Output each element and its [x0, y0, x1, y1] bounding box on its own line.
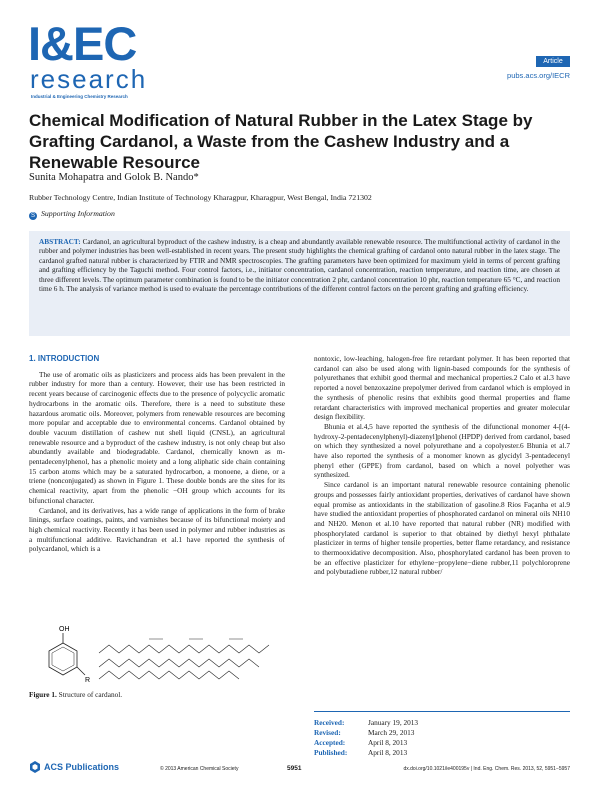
body-paragraph: nontoxic, low-leaching, halogen-free fire retardant polymer. It has been reported that cardanol can also be used along with lignin-based compounds for the synthesis of polyurethanes that exhibit good thermal and mechanical properties.2 Calo et al.3 have reported a novel benzoxazine prepolymer derived from cardanol which is employed in the synthesis of phenolic resins that exhibits good thermal properties and flame retardant characteristics with improved mechanical properties and greater molecular design flexibility.: [314, 354, 570, 422]
body-paragraph: Bhunia et al.4,5 have reported the synthesis of the difunctional monomer 4-[(4-hydroxy-2-pentadecenylphenyl)-diazenyl]phenol (HPDP) derived from cardanol, based on which they synthesized a novel polyurethane and a copolyester.6 Bhunia et al.7 have also reported the synthesis of a monomer known as glycidyl 3-pentadecenyl phenyl ether (GPPE) from cardanol, based on which a novel polyether was synthesized.: [314, 421, 570, 480]
abstract-text: Cardanol, an agricultural byproduct of the cashew industry, is a cheap and abundantly available renewable resource. The multifunctional activity of cardanol in the rubber and polymer industries has been well-established in recent years. The present study highlights the chemical grafting of cardanol onto natural rubber in the latex stage. The cardanol grafted natural rubber is characterized by FTIR and NMR spectroscopies. The grafting parameters have been optimized for maximum yield in terms of percent grafting and grafting efficiency by the Taguchi method. Four control factors, i.e., initiator concentration, cardanol concentration, reaction temperature, and reaction time, are chosen at three different levels. The optimum parameter combination is found to be the initiator concentration 2 phr, cardanol concentration 10 phr, reaction temperature 65 °C, and reaction time 6 h. The analysis of variance method is used to evaluate the percentage contributions of the different control factors on the percent grafting and grafting efficiency.: [39, 237, 560, 294]
oh-label: OH: [59, 626, 70, 633]
right-column: [314, 354, 570, 577]
body-paragraph: Cardanol, and its derivatives, has a wide range of applications in the form of brake linings, surface coatings, paints, and varnishes because of its bifunctional moiety and high chemical reactivity. Recently it has been used in polymer and rubber industries as a multifunctional additive. Ravichandran et al.1 have reported the synthesis of polycardanol, which is a: [29, 505, 285, 554]
figure-caption-text: Structure of cardanol.: [58, 690, 123, 699]
body-paragraph: The use of aromatic oils as plasticizers and process aids has been prevalent in the rubber industry for more than a century. However, their use has been restricted in recent years because of carcinogenic effects due to the presence of polycyclic aromatic hydrocarbons in the aromatic oils. Therefore, there is a need to substitute these hazardous aromatic oils. Moreover, polymers from renewable resources are becoming more popular and acceptable due to environmental concerns. Cardanol obtained by double vacuum distillation of cashew nut shell liquid (CNSL), an agricultural renewable resource and a byproduct of the cashew industry, is not only cheap but also abundantly available and biodegradable. Cardanol, chemically known as m-pentadecenylphenol, has a phenolic moiety and a long aliphatic side chain containing 15 carbon atoms which may be a saturated hydrocarbon, a monoene, a diene, or a triene (nonconjugated) as shown in Figure 1. These double bonds are the sites for its chemical reactivity, apart from the phenolic −OH group which accounts for its bifunctional character.: [29, 369, 285, 505]
cardanol-structure-figure: [29, 623, 285, 685]
supporting-information-label: Supporting Information: [41, 209, 115, 218]
copyright: © 2013 American Chemical Society: [160, 766, 239, 772]
supporting-information-link[interactable]: [29, 209, 115, 220]
publication-dates: [314, 711, 570, 758]
abstract-label: ABSTRACT:: [39, 237, 81, 246]
abstract-box: [29, 231, 570, 336]
journal-logo-sub: research: [30, 64, 148, 94]
date-row: Accepted: April 8, 2013: [314, 738, 408, 747]
figure-caption: [29, 690, 122, 699]
journal-logo: I&EC: [28, 17, 137, 70]
page-number: 5951: [287, 765, 302, 772]
r-label: R: [85, 677, 91, 684]
journal-url-link[interactable]: pubs.acs.org/IECR: [507, 71, 570, 80]
date-row: Received: January 19, 2013: [314, 718, 419, 727]
affiliation: Rubber Technology Centre, Indian Institute of Technology Kharagpur, Kharagpur, West Bengal, India 721302: [29, 193, 372, 202]
publisher-name: ACS Publications: [44, 762, 120, 772]
body-paragraph: Since cardanol is an important natural renewable resource containing phenolic groups and possesses fairly antioxidant properties, derivatives of cardanol have shown equal promise as antioxidants in the stabilization of gasoline.8 Rios Façanha et al.9 have studied the antioxidant properties of phosphorated cardanol on mineral oils NH10 and NH20. Menon et al.10 have reported that natural rubber (NR) modified with phosphorylated cardanol is superior to that obtained by diethyl hexyl phthalate plasticizer in terms of higher tensile properties, better flame retardancy, and resistance to thermooxidative decomposition. Also, phosphorylated cardanol has been proven to be an effective plasticizer for ethylene−propylene−diene rubber,11 polychloroprene and polybutadiene rubber,12 natural rubber/: [314, 480, 570, 577]
date-row: Published: April 8, 2013: [314, 748, 408, 757]
cardanol-structure-drawing: [29, 623, 285, 685]
journal-logo-tagline: Industrial & Engineering Chemistry Research: [31, 94, 128, 99]
acs-publications-logo: [29, 761, 119, 773]
authors: Sunita Mohapatra and Golok B. Nando*: [29, 172, 199, 183]
acs-hexagon-icon: [29, 761, 41, 773]
article-title: Chemical Modification of Natural Rubber in the Latex Stage by Grafting Cardanol, a Waste from the Cashew Industry and a Renewable Resource: [29, 111, 533, 172]
article-type-badge: Article: [536, 56, 570, 67]
section-heading: 1. INTRODUCTION: [29, 354, 100, 363]
doi-citation[interactable]: dx.doi.org/10.1021/ie400195v | Ind. Eng. Chem. Res. 2013, 52, 5951−5957: [403, 766, 570, 772]
left-column: [29, 354, 285, 554]
date-row: Revised: March 29, 2013: [314, 728, 415, 737]
figure-caption-label: Figure 1.: [29, 690, 57, 699]
supporting-info-icon: S: [30, 213, 35, 219]
